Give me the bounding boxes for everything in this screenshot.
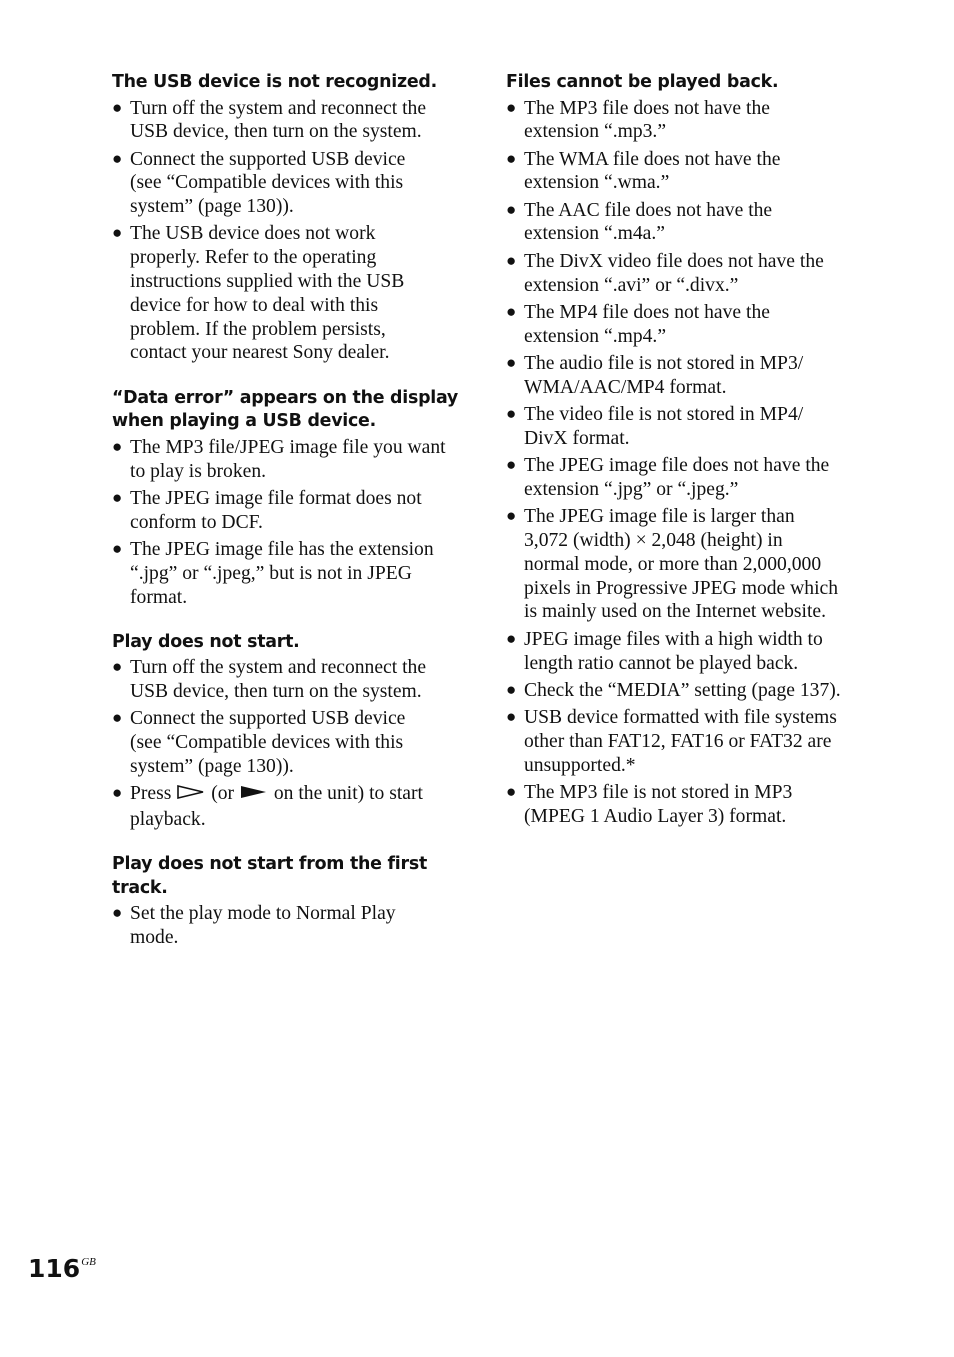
list-item: [506, 679, 862, 703]
section-heading: Play does not start.: [112, 631, 300, 652]
section-usb-not-recognized: [112, 70, 462, 365]
bullet-list: [112, 436, 462, 610]
text-line: (see “Compatible devices with this: [130, 732, 404, 754]
text-line: extension “.mp3.”: [524, 121, 667, 143]
text-line: Connect the supported USB device: [130, 708, 406, 730]
bullet-list: [112, 97, 462, 366]
text-line: extension “.wma.”: [524, 172, 670, 194]
list-item: [112, 97, 462, 145]
text-line: The JPEG image file is larger than: [524, 506, 795, 528]
text-line: format.: [130, 586, 188, 608]
bullet-icon: ●: [112, 708, 123, 728]
section-heading: [112, 852, 462, 900]
bullet-list: [112, 656, 462, 778]
text-line: 3,072 (width) × 2,048 (height) in: [524, 530, 783, 552]
list-item: [112, 707, 462, 778]
text-line: WMA/AAC/MP4 format.: [524, 376, 727, 398]
bullet-icon: ●: [506, 707, 517, 727]
text-line: system” (page 130)).: [130, 196, 294, 218]
text-line: properly. Refer to the operating: [130, 247, 377, 269]
text-line: The MP3 file is not stored in MP3: [524, 782, 793, 804]
text-line: to play is broken.: [130, 460, 267, 482]
bullet-list: [506, 97, 862, 829]
text-line: length ratio cannot be played back.: [524, 652, 799, 674]
bullet-list: [112, 782, 462, 832]
bullet-icon: ●: [506, 199, 517, 219]
list-item: [112, 538, 462, 609]
text-line: extension “.m4a.”: [524, 223, 665, 245]
bullet-icon: ●: [112, 783, 123, 803]
bullet-icon: ●: [506, 352, 517, 372]
bullet-icon: ●: [506, 628, 517, 648]
text-line: USB device, then turn on the system.: [130, 121, 422, 143]
right-column: [506, 70, 862, 832]
text-line: normal mode, or more than 2,000,000: [524, 553, 822, 575]
bullet-icon: ●: [112, 148, 123, 168]
text-line: Press (or on the unit) to start: [130, 782, 462, 808]
bullet-icon: ●: [112, 436, 123, 456]
list-item: [506, 706, 862, 777]
list-item: [112, 487, 462, 535]
list-item: [506, 148, 862, 196]
text-line: The MP3 file does not have the: [524, 97, 770, 119]
text-line: The MP3 file/JPEG image file you want: [130, 436, 446, 458]
text-line: The JPEG image file format does not: [130, 487, 422, 509]
heading-line: “Data error” appears on the display: [112, 387, 459, 408]
list-item: [506, 628, 862, 676]
list-item: [506, 199, 862, 247]
play-outline-icon: [176, 783, 206, 808]
text-line: instructions supplied with the USB: [130, 271, 405, 293]
text-line: The AAC file does not have the: [524, 199, 773, 221]
text-line: The USB device does not work: [130, 223, 376, 245]
list-item-press-play: [112, 782, 462, 832]
text-line: device for how to deal with this: [130, 294, 379, 316]
heading-line: Play does not start from the first: [112, 854, 428, 875]
text-line: mode.: [130, 927, 179, 949]
text-line: problem. If the problem persists,: [130, 318, 386, 340]
text-line: JPEG image files with a high width to: [524, 628, 823, 650]
section-files-cannot-play: [506, 70, 862, 829]
text-line: The MP4 file does not have the: [524, 301, 770, 323]
list-item: [506, 301, 862, 349]
text-line: (MPEG 1 Audio Layer 3) format.: [524, 805, 787, 827]
bullet-icon: ●: [112, 538, 123, 558]
bullet-icon: ●: [506, 404, 517, 424]
text-line: USB device formatted with file systems: [524, 707, 837, 729]
text-line: Connect the supported USB device: [130, 148, 406, 170]
bullet-icon: ●: [112, 903, 123, 923]
bullet-icon: ●: [506, 250, 517, 270]
heading-line: track.: [112, 877, 168, 898]
page-number: [28, 1247, 96, 1284]
bullet-icon: ●: [506, 148, 517, 168]
text-line: The audio file is not stored in MP3/: [524, 352, 804, 374]
text-line: The JPEG image file does not have the: [524, 455, 830, 477]
list-item: [506, 403, 862, 451]
page-number-value: 116: [28, 1254, 81, 1283]
list-item: [506, 250, 862, 298]
text-line: unsupported.*: [524, 754, 636, 776]
bullet-icon: ●: [112, 487, 123, 507]
text-line: pixels in Progressive JPEG mode which: [524, 577, 839, 599]
bullet-icon: ●: [112, 223, 123, 243]
text-line: Turn off the system and reconnect the: [130, 657, 427, 679]
bullet-icon: ●: [506, 506, 517, 526]
list-item: [506, 454, 862, 502]
list-item: [112, 222, 462, 365]
text-line: The JPEG image file has the extension: [130, 538, 434, 560]
list-item: [506, 505, 862, 624]
text-line: The DivX video file does not have the: [524, 250, 824, 272]
list-item: [506, 97, 862, 145]
page-number-suffix: GB: [81, 1256, 96, 1268]
text-line: “.jpg” or “.jpeg,” but is not in JPEG: [130, 562, 412, 584]
text-line: is mainly used on the Internet website.: [524, 601, 827, 623]
text-line: playback.: [130, 809, 206, 831]
text-line: (see “Compatible devices with this: [130, 172, 404, 194]
section-heading: [112, 386, 462, 434]
text-line: conform to DCF.: [130, 511, 263, 533]
text-line: other than FAT12, FAT16 or FAT32 are: [524, 730, 832, 752]
list-item: [112, 148, 462, 219]
text-line: contact your nearest Sony dealer.: [130, 342, 390, 364]
list-item: [112, 436, 462, 484]
left-column: [112, 70, 462, 954]
bullet-icon: ●: [112, 657, 123, 677]
text-line: The video file is not stored in MP4/: [524, 404, 804, 426]
bullet-list: [112, 902, 462, 950]
text-line: extension “.jpg” or “.jpeg.”: [524, 478, 739, 500]
text-line: Set the play mode to Normal Play: [130, 903, 396, 925]
list-item: [112, 656, 462, 704]
section-data-error: [112, 386, 462, 610]
text-line: USB device, then turn on the system.: [130, 681, 422, 703]
section-play-does-not-start: [112, 630, 462, 832]
bullet-icon: ●: [112, 97, 123, 117]
bullet-icon: ●: [506, 782, 517, 802]
bullet-icon: ●: [506, 301, 517, 321]
text-line: extension “.avi” or “.divx.”: [524, 274, 739, 296]
section-heading: The USB device is not recognized.: [112, 72, 437, 92]
play-filled-icon: [239, 783, 269, 808]
list-item: [506, 352, 862, 400]
list-item: [506, 781, 862, 829]
heading-line: when playing a USB device.: [112, 411, 376, 432]
text-line: The WMA file does not have the: [524, 148, 781, 170]
section-heading: Files cannot be played back.: [506, 72, 779, 92]
bullet-icon: ●: [506, 679, 517, 699]
text-line: system” (page 130)).: [130, 756, 294, 778]
section-play-first-track: [112, 852, 462, 950]
text-line: DivX format.: [524, 427, 630, 449]
list-item: [112, 902, 462, 950]
text-line: extension “.mp4.”: [524, 325, 667, 347]
bullet-icon: ●: [506, 97, 517, 117]
bullet-icon: ●: [506, 455, 517, 475]
text-line: Check the “MEDIA” setting (page 137).: [524, 679, 841, 701]
text-line: Turn off the system and reconnect the: [130, 97, 427, 119]
